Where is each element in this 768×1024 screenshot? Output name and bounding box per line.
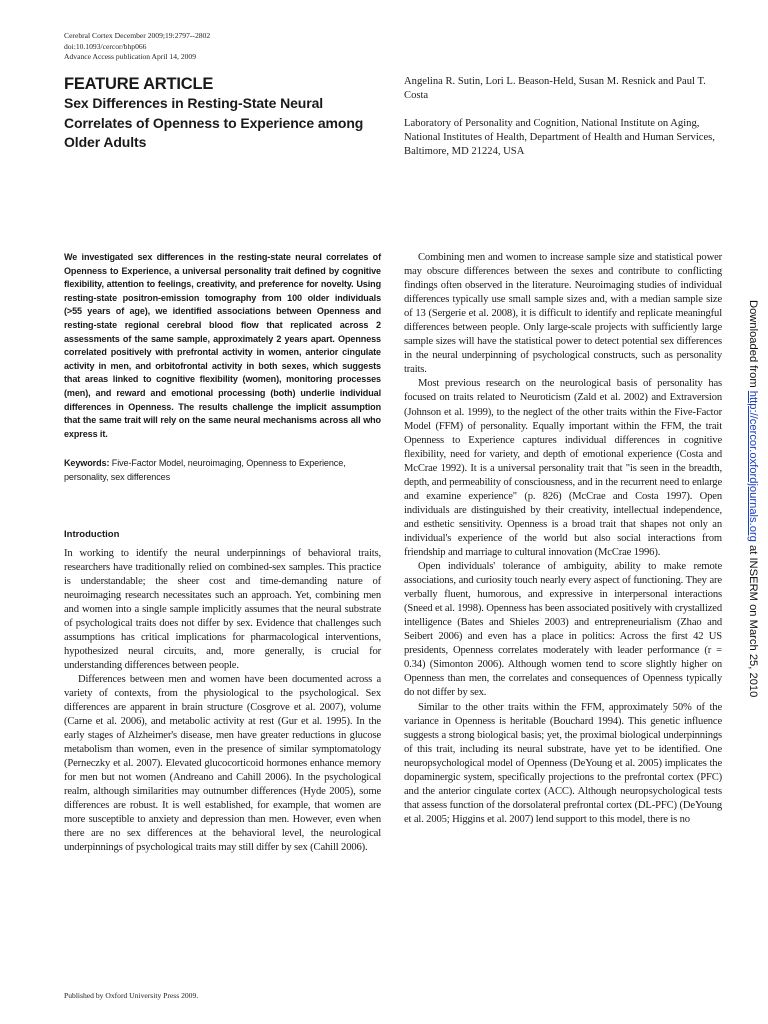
body-paragraph: Similar to the other traits within the FFM, approximately 50% of the variance in Openness is heritable (Bouchard 1994). This genetic influence suggests a strong biological basis; yet, the proximal biological underpinnings of this trait, including its neural substrate, have yet to be identified. One neuropsychological model of Openness (DeYoung et al. 2005) implicates the dopaminergic system, specifically projections to the prefrontal cortex (PFC) and the anterior cingulate cortex (ACC). Although neuropsychological tests that assess function of the dorsolateral prefrontal cortex (DL-PFC) (DeYoung et al. 2005; Higgins et al. 2007) lend support to this model, there is no bbox=[404, 701, 722, 825]
keywords bbox=[64, 457, 381, 484]
body-paragraph: Open individuals' tolerance of ambiguity, ability to make remote associations, and curiosity touch nearly every aspect of functioning. They are verbally fluent, humorous, and expressive in interpersonal interactions (Sneed et al. 1998). Openness has been associated positively with crystallized intelligence (Bates and Shieles 2003) and entrepreneurialism (Zhao and Seibert 2006) and even has a place in politics: Across the first 42 US presidents, Openness correlates moderately with leader performance (r = 0.34) (Simonton 2006). Although women tend to score slightly higher on Openness than men, the correlates and consequences of Openness typically do not differ by sex. bbox=[404, 561, 722, 699]
left-column bbox=[64, 251, 381, 856]
publisher-footer: Published by Oxford University Press 2009. bbox=[64, 991, 199, 1000]
download-prefix: Downloaded from bbox=[747, 300, 759, 391]
title-block bbox=[64, 74, 394, 153]
journal-meta bbox=[64, 31, 364, 63]
body-paragraph: Combining men and women to increase sample size and statistical power may obscure differences between the sexes and contribute to conflicting findings often observed in the literature. Neuroimaging studies of individual differences typically use small sample sizes and, with a median sample size of 13 (Sergerie et al. 2008), it is difficult to identify and replicate meaningful differences between people. Only large-scale projects with sufficiently large sample sizes will have the statistical power to detect potential sex differences in the neural underpinning of psychological constructs, such as personality traits. bbox=[404, 252, 722, 376]
journal-link[interactable]: http://cercor.oxfordjournals.org bbox=[747, 390, 759, 542]
affiliation: Laboratory of Personality and Cognition, National Institute on Aging, National Institutes of Health, Department of Health and Human Services, Baltimore, MD 21224, USA bbox=[404, 118, 715, 157]
body-paragraph: In working to identify the neural underpinnings of behavioral traits, researchers have traditionally relied on combined-sex samples. This practice is understandable; the sheer cost and time-demanding nature of neuroimaging research necessitates such an approach. Yet, combining men and women into a single sample implicitly assumes that the neural substrate of psychological traits does not differ by sex. Evidence that challenges such assumptions has critical implications for pharmacological interventions, hypothesized neural circuits, and, more generally, is crucial for understanding differences between people. bbox=[64, 547, 381, 671]
advance-access: Advance Access publication April 14, 2009 bbox=[64, 52, 197, 61]
right-column bbox=[404, 251, 722, 827]
keywords-label: Keywords: bbox=[64, 458, 110, 469]
download-notice bbox=[730, 300, 760, 760]
body-paragraph: Differences between men and women have been documented across a variety of contexts, from the physiological to the psychological. Sex differences are apparent in brain structure (Cosgrove et al. 2007), volume (Carne et al. 2006), and metabolic activity at rest (Gur et al. 1995). In the early stages of Alzheimer's disease, men have greater reductions in glucose metabolism than women, even in the presence of similar symptomatology (Perneczky et al. 2007). Elevated glucocorticoid hormones enhance memory for men but not women (Andreano and Cahill 2006). In the psychological realm, although similarities may outnumber differences (Hyde 2005), some differences are robust. It is well established, for example, that women are more susceptible to anxiety and depression than men. However, even when there are no sex differences at the behavioral level, the neurological underpinnings of psychological traits may still differ by sex (Cahill 2006). bbox=[64, 673, 381, 854]
section-heading-introduction: Introduction bbox=[64, 528, 120, 540]
body-paragraph: Most previous research on the neurological basis of personality has focused on traits related to Neuroticism (Zald et al. 2002) and Extraversion (Johnson et al. 1999), to the neglect of the other traits within the Five-Factor Model (FFM) of personality. Equally important within the FFM, the trait Openness to Experience captures individual differences in cognitive flexibility, need for variety, and depth of emotional experience (Costa and McCrae 1992). It is a universal personality trait that "is seen in the breadth, depth, and permeability of consciousness, and in the recurrent need to enlarge and examine experience" (p. 826) (McCrae and Costa 1997). Open individuals are distinguished by their creativity, intellectual independence, and esthetic sensitivity. Openness is a broad trait that shapes not only an individual's experience of the world but also social interactions from friendship and marriage to cultural innovation (McCrae 1996). bbox=[404, 378, 722, 558]
author-list: Angelina R. Sutin, Lori L. Beason-Held, Susan M. Resnick and Paul T. Costa bbox=[404, 76, 706, 101]
journal-citation: Cerebral Cortex December 2009;19:2797--2802 bbox=[64, 31, 211, 40]
download-suffix: at INSERM on March 25, 2010 bbox=[747, 541, 759, 698]
doi: doi:10.1093/cercor/bhp066 bbox=[64, 41, 147, 51]
feature-label: FEATURE ARTICLE bbox=[64, 75, 214, 93]
article-title: Sex Differences in Resting-State Neural Correlates of Openness to Experience among Older Adults bbox=[64, 95, 364, 150]
keywords-text: Five-Factor Model, neuroimaging, Openness to Experience, personality, sex differences bbox=[64, 458, 346, 482]
abstract: We investigated sex differences in the resting-state neural correlates of Openness to Experience, a universal personality trait defined by cognitive flexibility, attention to feelings, creativity, and preference for novelty. Using resting-state positron-emission tomography from 100 older individuals (>55 years of age), we identified associations between Openness and resting-state regional cerebral blood flow that replicated across 2 assessments of the same sample, approximately 2 years apart. Openness correlated positively with prefrontal activity in women, anterior cingulate activity in men, and orbitofrontal activity in both sexes, which suggests that areas linked to cognitive flexibility (women), monitoring processes (men), and reward and emotional processing (both) underlie individual differences in Openness. The results challenge the implicit assumption that the same trait will rely on the same neural mechanisms across all who express it. bbox=[64, 252, 381, 439]
